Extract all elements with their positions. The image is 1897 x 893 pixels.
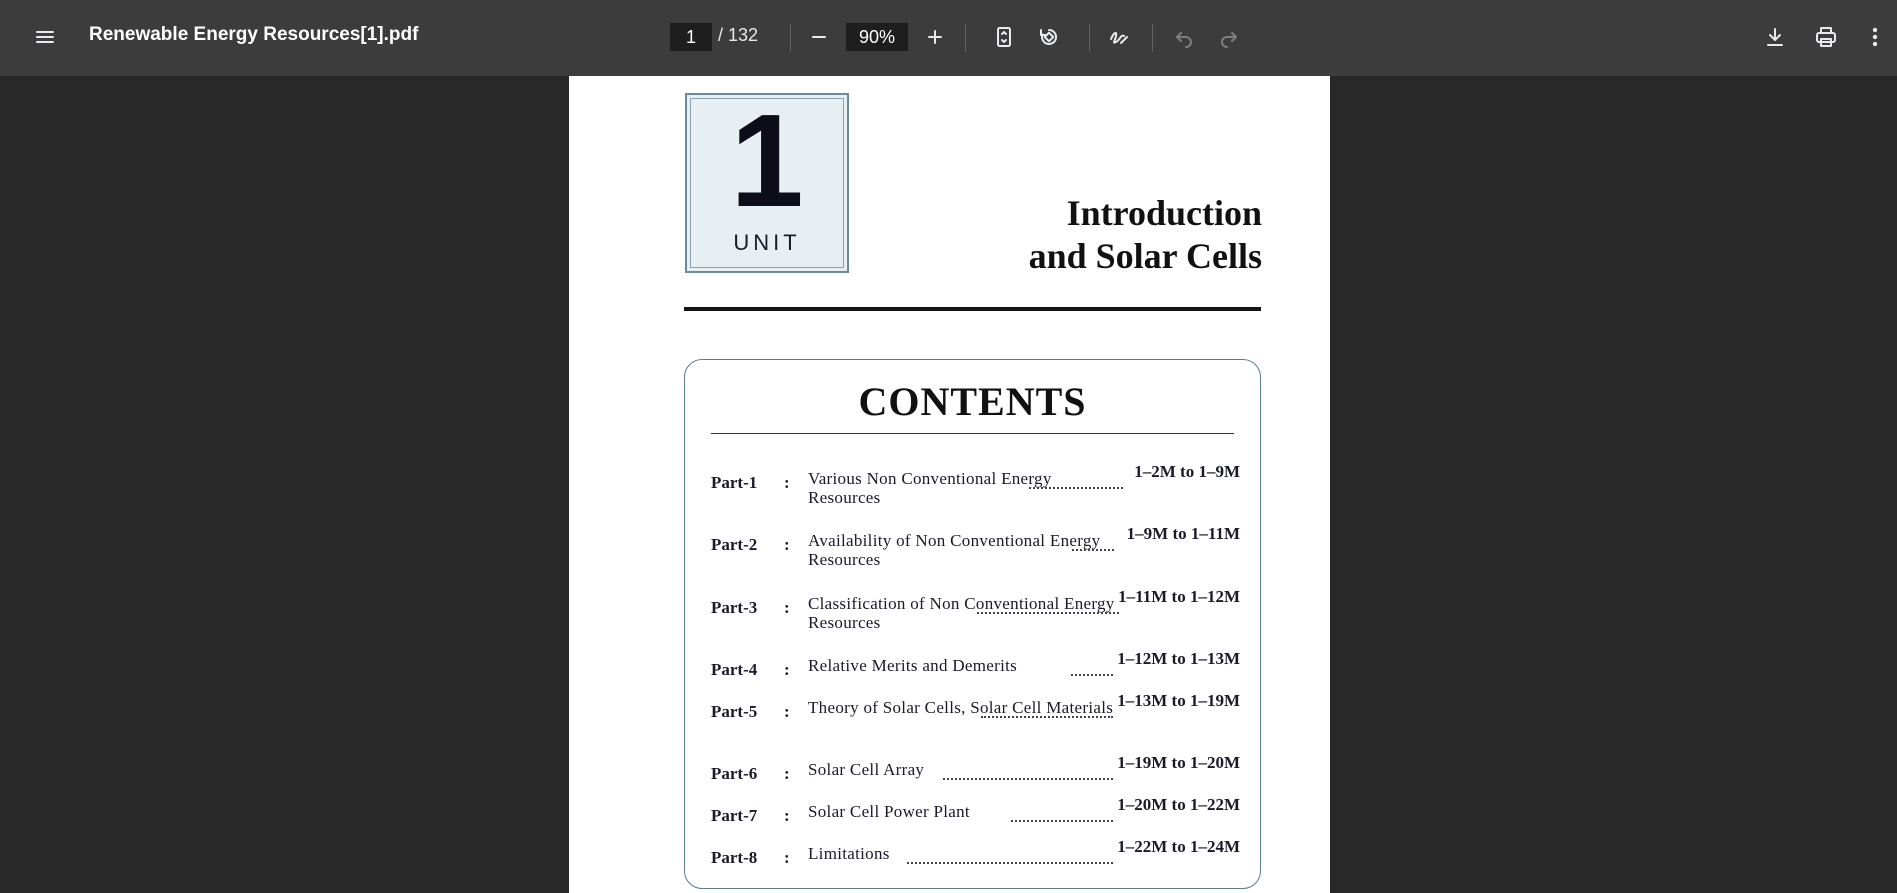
page-total: / 132 xyxy=(718,25,759,45)
contents-divider xyxy=(711,433,1234,434)
toc-pages: 1–19M to 1–20M xyxy=(1117,753,1240,772)
redo-icon[interactable] xyxy=(1207,15,1251,59)
minus-icon[interactable] xyxy=(797,15,841,59)
toc-part: Part-8 xyxy=(711,848,758,867)
toc-title: Solar Cell Array xyxy=(808,760,925,779)
toolbar-divider xyxy=(965,24,966,52)
undo-icon[interactable] xyxy=(1162,15,1206,59)
print-icon[interactable] xyxy=(1804,15,1848,59)
chapter-title-line2: and Solar Cells xyxy=(1028,236,1262,276)
toolbar-divider xyxy=(790,24,791,52)
toolbar-divider xyxy=(1089,24,1090,52)
title-divider xyxy=(684,307,1261,311)
toc-title: Various Non Conventional Energy Resources xyxy=(808,469,1052,507)
draw-annotation-icon[interactable] xyxy=(1097,15,1141,59)
toc-part: Part-3 xyxy=(711,598,758,617)
page-number-input[interactable] xyxy=(670,23,712,51)
chapter-title-line1: Introduction xyxy=(1066,193,1262,233)
toc-title: Theory of Solar Cells, Solar Cell Materials xyxy=(808,698,1114,717)
rotate-counterclockwise-icon[interactable] xyxy=(1027,15,1071,59)
toc-pages: 1–22M to 1–24M xyxy=(1117,837,1240,856)
toc-title: Solar Cell Power Plant xyxy=(808,802,970,821)
hamburger-menu-icon[interactable] xyxy=(23,15,67,59)
fit-to-page-icon[interactable] xyxy=(982,15,1026,59)
toc-pages: 1–20M to 1–22M xyxy=(1117,795,1240,814)
pdf-page xyxy=(569,76,1330,893)
contents-box: CONTENTS Part-1 : Various Non Conventional Energy Resources 1–2M to 1–9M Part-2 : Availability of Non Conventional Energy Resources 1–9M to 1–11M Part-3 : Classification of Non Conventional Energy Resources 1–11M to 1–12M Part-4 : Relative Merits and Demerits 1–12M to 1–13M Part-5 : Theory of Solar Cells, Solar Cell Materials 1–13M to 1–19M Part-6 : Solar Cell Array 1–19M to 1–20M Part-7 : Solar Cell Power Plant 1–20M to 1–22M Part-8 : Limitations 1–22M to 1–24M xyxy=(684,359,1261,889)
toc-pages: 1–11M to 1–12M xyxy=(1118,587,1240,606)
toc-title: Relative Merits and Demerits xyxy=(808,656,1018,675)
toc-pages: 1–13M to 1–19M xyxy=(1117,691,1240,710)
download-icon[interactable] xyxy=(1753,15,1797,59)
unit-label: UNIT xyxy=(733,230,801,255)
document-title: Renewable Energy Resources[1].pdf xyxy=(89,24,419,45)
toc-title: Limitations xyxy=(808,844,890,863)
toc-pages: 1–2M to 1–9M xyxy=(1134,462,1240,481)
unit-number: 1 xyxy=(730,87,804,234)
toc-part: Part-5 xyxy=(711,702,758,721)
pdf-toolbar xyxy=(0,0,1897,76)
contents-heading: CONTENTS xyxy=(858,379,1087,424)
toc-pages: 1–9M to 1–11M xyxy=(1126,524,1240,543)
toc-part: Part-6 xyxy=(711,764,758,783)
unit-badge xyxy=(685,87,849,273)
more-vertical-icon[interactable] xyxy=(1853,15,1897,59)
zoom-input[interactable] xyxy=(846,23,908,51)
toc-part: Part-2 xyxy=(711,535,758,554)
document-viewer[interactable] xyxy=(0,76,1897,893)
toolbar-divider xyxy=(1152,24,1153,52)
toc-part: Part-1 xyxy=(711,473,758,492)
toc-title: Availability of Non Conventional Energy Resources xyxy=(808,531,1101,569)
toc-title: Classification of Non Conventional Energy Resources xyxy=(808,594,1115,632)
chapter-title xyxy=(1029,192,1262,278)
plus-icon[interactable] xyxy=(913,15,957,59)
toc-pages: 1–12M to 1–13M xyxy=(1117,649,1240,668)
toc-part: Part-7 xyxy=(711,806,758,825)
toc-part: Part-4 xyxy=(711,660,758,679)
